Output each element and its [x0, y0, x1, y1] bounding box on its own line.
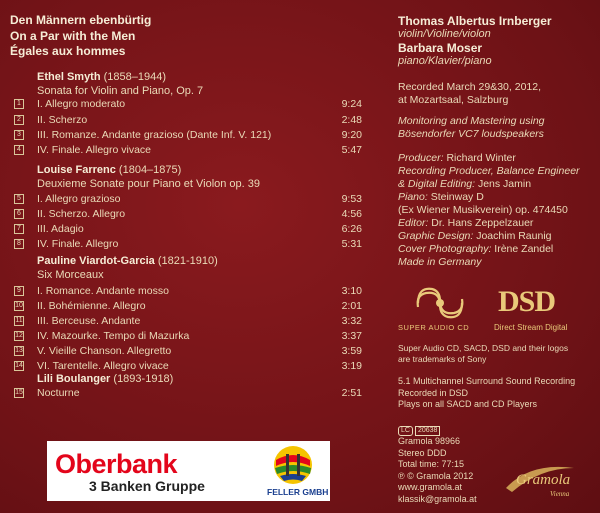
composer-name: Ethel Smyth [37, 71, 101, 83]
gramola-sub: Vienna [550, 490, 570, 498]
track-title: IV. Finale. Allegro [37, 238, 119, 250]
composer-farrenc [37, 164, 260, 191]
track-row [14, 129, 362, 141]
track-title: III. Berceuse. Andante [37, 315, 141, 327]
credit-line: Editor: Dr. Hans Zeppelzauer [398, 217, 534, 229]
track-row [14, 330, 362, 342]
track-row [14, 315, 362, 327]
dsd-sub: Direct Stream Digital [494, 323, 568, 332]
composer-dates: (1821-1910) [157, 255, 218, 267]
performer-name: Barbara Moser [398, 41, 483, 55]
credit-line: Cover Photography: Irène Zandel [398, 243, 554, 255]
feller-text: FELLER GMBH [267, 487, 329, 497]
dsd-logo: DSD [498, 285, 556, 318]
track-row [14, 114, 362, 126]
track-number: 9 [14, 286, 24, 296]
track-title: V. Vieille Chanson. Allegretto [37, 345, 172, 357]
track-number: 13 [15, 347, 23, 354]
track-title: I. Allegro moderato [37, 98, 126, 110]
track-title: II. Scherzo [37, 114, 88, 126]
track-number: 6 [14, 209, 24, 219]
work-title: Deuxieme Sonate pour Piano et Violon op. 39 [37, 177, 261, 190]
credit-line: Made in Germany [398, 256, 482, 268]
sacd-label: SUPER AUDIO CD [398, 323, 470, 332]
track-title: VI. Tarentelle. Allegro vivace [37, 360, 169, 372]
work-title: Sonata for Violin and Piano, Op. 7 [37, 84, 204, 97]
credits [398, 152, 580, 269]
track-number: 2 [14, 115, 24, 125]
performers [398, 14, 552, 68]
track-duration: 3:19 [341, 360, 362, 372]
track-row [14, 345, 362, 357]
track-duration: 2:48 [341, 114, 362, 126]
track-duration: 5:31 [341, 238, 362, 250]
track-number: 11 [15, 317, 23, 324]
track-duration: 4:56 [341, 208, 362, 220]
performer-name: Thomas Albertus Irnberger [398, 14, 552, 28]
track-row [14, 300, 362, 312]
track-title: Nocturne [37, 387, 80, 399]
recording-info [398, 81, 541, 107]
track-number: 5 [14, 194, 24, 204]
composer-name: Lili Boulanger [37, 373, 111, 385]
track-duration: 3:10 [341, 285, 362, 297]
track-duration: 6:26 [341, 223, 362, 235]
trademark-note: Super Audio CD, SACD, DSD and their logos are trademarks of Sony [398, 343, 569, 364]
track-title: II. Scherzo. Allegro [37, 208, 126, 220]
gramola-logo [500, 458, 580, 504]
credit-line: (Ex Wiener Musikverein) op. 474450 [398, 204, 568, 216]
track-row [14, 208, 362, 220]
track-number: 4 [14, 145, 24, 155]
composer-viardot [37, 255, 218, 282]
credit-line: Piano: Steinway D [398, 191, 484, 203]
monitoring-line: Monitoring and Mastering using [398, 115, 545, 127]
track-duration: 3:32 [341, 315, 362, 327]
monitoring-line: Bösendorfer VC7 loudspeakers [398, 128, 544, 140]
track-number: 1 [14, 99, 24, 109]
track-title: I. Allegro grazioso [37, 193, 121, 205]
composer-boulanger [37, 373, 173, 387]
title-fr: Égales aux hommes [10, 44, 126, 58]
surround-info: 5.1 Multichannel Surround Sound Recording Recorded in DSD Plays on all SACD and CD Players [398, 376, 576, 409]
work-title: Six Morceaux [37, 268, 104, 281]
track-title: II. Bohémienne. Allegro [37, 300, 146, 312]
track-duration: 9:53 [341, 193, 362, 205]
label-code: LC 20638 [398, 424, 477, 436]
credit-line: Producer: Richard Winter [398, 152, 516, 164]
recorded-line: Recorded March 29&30, 2012, [398, 81, 542, 93]
composer-name: Pauline Viardot-Garcia [37, 255, 155, 267]
track-row [14, 238, 362, 250]
track-duration: 9:20 [341, 129, 362, 141]
track-title: IV. Finale. Allegro vivace [37, 144, 152, 156]
track-number: 10 [15, 302, 23, 309]
composer-smyth [37, 71, 203, 98]
track-row [14, 360, 362, 372]
sacd-logo-icon [410, 283, 470, 321]
track-number: 12 [15, 332, 23, 339]
track-row [14, 144, 362, 156]
format-logos [398, 283, 578, 338]
track-title: III. Romanze. Andante grazioso (Dante Inf. V. 121) [37, 129, 272, 141]
credit-line: & Digital Editing: Jens Jamin [398, 178, 532, 190]
feller-globe-icon [272, 444, 314, 486]
composer-name: Louise Farrenc [37, 164, 116, 176]
composer-dates: (1858–1944) [103, 71, 167, 83]
composer-dates: (1804–1875) [118, 164, 182, 176]
banken-gruppe-text: 3 Banken Gruppe [89, 478, 205, 494]
album-titles [10, 13, 151, 60]
track-duration: 9:24 [341, 98, 362, 110]
track-row [14, 285, 362, 297]
track-row [14, 193, 362, 205]
track-number: 3 [14, 130, 24, 140]
track-number: 15 [15, 389, 23, 396]
gramola-wordmark: Gramola [516, 472, 571, 488]
track-number: 8 [14, 239, 24, 249]
track-row [14, 387, 362, 399]
track-title: IV. Mazourke. Tempo di Mazurka [37, 330, 190, 342]
credit-line: Graphic Design: Joachim Raunig [398, 230, 552, 242]
oberbank-logo: Oberbank [55, 449, 178, 479]
title-de: Den Männern ebenbürtig [10, 13, 152, 27]
sponsor-banner [47, 441, 330, 501]
performer-instrument: violin/Violine/violon [398, 28, 491, 40]
track-duration: 3:37 [341, 330, 362, 342]
track-number: 14 [15, 362, 23, 369]
recorded-line: at Mozartsaal, Salzburg [398, 94, 509, 106]
catalog-info: LC 20638 Gramola 98966 Stereo DDD Total time: 77:15 ℗ © Gramola 2012 www.gramola.at klassik@gramola.at [398, 424, 477, 505]
track-number: 7 [14, 224, 24, 234]
track-duration: 5:47 [341, 144, 362, 156]
track-duration: 2:51 [341, 387, 362, 399]
monitoring-info [398, 115, 545, 141]
track-title: I. Romance. Andante mosso [37, 285, 169, 297]
track-title: III. Adagio [37, 223, 84, 235]
track-row [14, 98, 362, 110]
track-row [14, 223, 362, 235]
credit-line: Recording Producer, Balance Engineer [398, 165, 580, 177]
composer-dates: (1893-1918) [113, 373, 174, 385]
performer-instrument: piano/Klavier/piano [398, 55, 492, 67]
track-duration: 3:59 [341, 345, 362, 357]
title-en: On a Par with the Men [10, 28, 136, 43]
track-duration: 2:01 [341, 300, 362, 312]
